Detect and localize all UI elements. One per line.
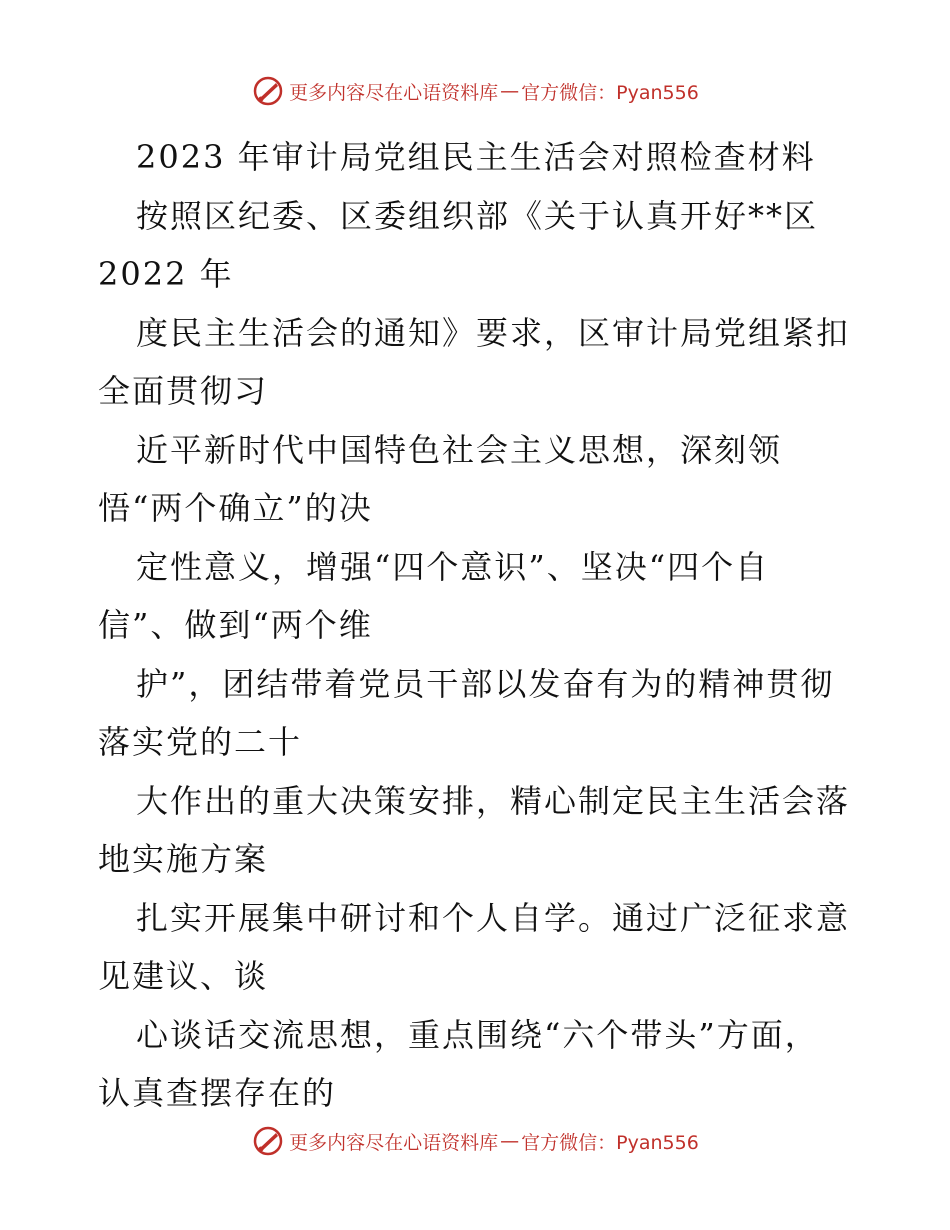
text-line: 近平新时代中国特色社会主义思想，深刻领 bbox=[136, 430, 783, 469]
watermark-wechat: 官方微信：Pyan556 bbox=[521, 1131, 699, 1154]
text-line: 定性意义，增强“四个意识”、坚决“四个自 bbox=[136, 547, 770, 586]
text-line: 大作出的重大决策安排，精心制定民主生活会落 bbox=[136, 781, 851, 820]
text-line: 度民主生活会的通知》要求，区审计局党组紧扣 bbox=[136, 313, 851, 352]
text-line: 心谈话交流思想，重点围绕“六个带头”方面， bbox=[136, 1015, 819, 1054]
text-line: 见建议、谈 bbox=[98, 957, 269, 995]
text-line: 扎实开展集中研讨和个人自学。通过广泛征求意 bbox=[136, 898, 851, 937]
text-line: 全面贯彻习 bbox=[98, 372, 269, 410]
logo-icon bbox=[251, 1124, 285, 1158]
document-body bbox=[98, 128, 878, 1123]
logo-icon bbox=[251, 74, 285, 108]
watermark-separator: — bbox=[500, 1130, 520, 1152]
footer-watermark bbox=[0, 1124, 950, 1158]
text-line: 地实施方案 bbox=[98, 840, 269, 878]
header-watermark bbox=[0, 74, 950, 108]
document-title: 2023 年审计局党组民主生活会对照检查材料 bbox=[136, 138, 816, 176]
watermark-wechat: 官方微信：Pyan556 bbox=[521, 81, 699, 104]
watermark-brand: 更多内容尽在心语资料库 bbox=[289, 81, 499, 104]
text-line: 按照区纪委、区委组织部《关于认真开好**区 bbox=[136, 196, 819, 235]
text-line: 认真查摆存在的 bbox=[98, 1074, 337, 1112]
watermark-separator: — bbox=[500, 80, 520, 102]
text-line: 悟“两个确立”的决 bbox=[98, 489, 373, 527]
text-line: 信”、做到“两个维 bbox=[98, 606, 373, 644]
watermark-brand: 更多内容尽在心语资料库 bbox=[289, 1131, 499, 1154]
text-line: 护”，团结带着党员干部以发奋有为的精神贯彻 bbox=[136, 664, 835, 703]
text-line: 2022 年 bbox=[98, 255, 234, 293]
text-line: 落实党的二十 bbox=[98, 723, 303, 761]
